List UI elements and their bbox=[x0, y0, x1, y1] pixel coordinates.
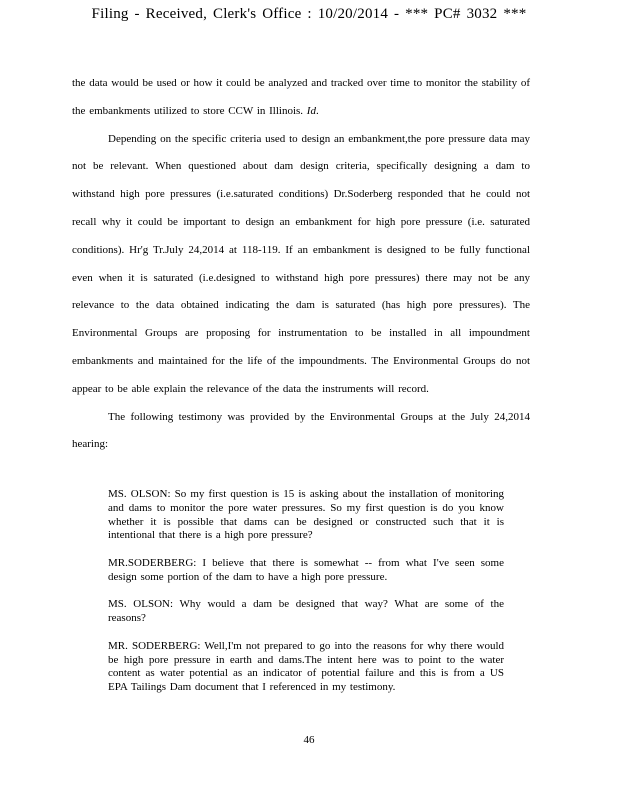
filing-header: Filing - Received, Clerk's Office : 10/20/2014 - *** PC# 3032 *** bbox=[91, 6, 527, 22]
paragraph-text: the data would be used or how it could be analyzed and tracked over time to monitor the stability of the embankments utilized to store CCW in Illinois. bbox=[72, 77, 530, 117]
citation-id: Id bbox=[306, 104, 316, 117]
testimony-exchange: MR.SODERBERG: I believe that there is somewhat -- from what I've seen some design some portion of the dam to have a high pore pressure. bbox=[108, 556, 504, 583]
citation-period: . bbox=[315, 104, 319, 117]
testimony-exchange: MS. OLSON: Why would a dam be designed that way? What are some of the reasons? bbox=[108, 598, 504, 625]
testimony-exchange: MS. OLSON: So my first question is 15 is asking about the installation of monitoring and dams to monitor the pore water pressures. So my first question is do you know whether it is possible that dams can be designed or constructed such that it is intentional that there is a high pore pressure? bbox=[108, 488, 504, 542]
paragraph-design-criteria: Depending on the specific criteria used to design an embankment,the pore pressure data may not be relevant. When questioned about dam design criteria, specifically designing a dam to withstand high pore pressures (i.e.saturated conditions) Dr.Soderberg responded that he could not recall why it could be important to design an embankment for high pore pressure (i.e. saturated conditions). Hr'g Tr.July 24,2014 at 118-119. If an embankment is designed to be fully functional even when it is saturated (i.e.designed to withstand high pore pressures) there may not be any relevance to the data obtained indicating the dam is saturated (has high pore pressures). The Environmental Groups are proposing for instrumentation to be installed in all impoundment embankments and maintained for the life of the impoundments. The Environmental Groups do not appear to be able explain the relevance of the data the instruments will record. bbox=[72, 132, 530, 395]
paragraph-continuation bbox=[72, 70, 530, 126]
paragraph-testimony-intro: The following testimony was provided by the Environmental Groups at the July 24,2014 hearing: bbox=[72, 410, 530, 451]
testimony-exchange: MR. SODERBERG: Well,I'm not prepared to go into the reasons for why there would be high pore pressure in earth and dams.The intent here was to point to the water content as water potential as an indicator of potential failure and this is from a US EPA Tailings Dam document that I referenced in my testimony. bbox=[108, 639, 504, 694]
page-number: 46 bbox=[303, 734, 315, 746]
body-text bbox=[72, 70, 530, 459]
testimony-block-quote bbox=[108, 488, 504, 709]
